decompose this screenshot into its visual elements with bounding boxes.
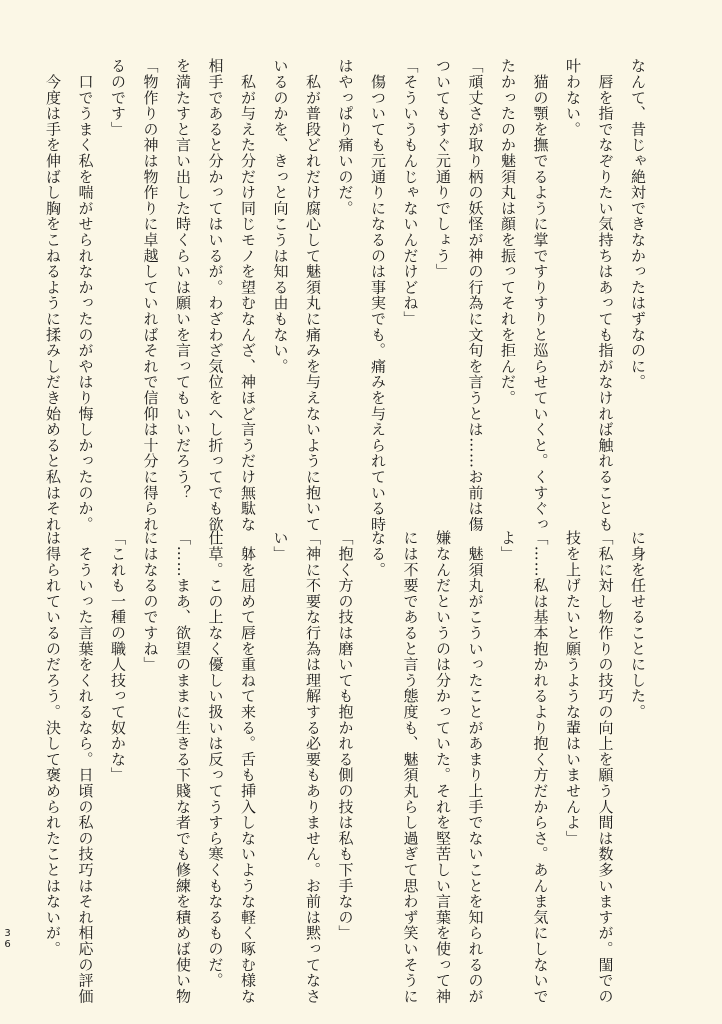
text-line: なる。	[369, 530, 387, 578]
text-line: 「……私は基本抱かれるより抱く方だからさ。あんま気にしないで	[531, 530, 550, 1004]
text-line: よ」	[499, 530, 517, 562]
text-line: 仕草。この上なく優しい扱いは反ってうすら寒くもなるものだ。	[206, 530, 225, 989]
text-line: を満たすと言い出した時くらいは願いを言ってもいいだろう？	[174, 58, 192, 501]
text-line: に身を任せることにした。	[629, 530, 647, 720]
text-line: るのです」	[109, 58, 127, 137]
text-line: なんて、昔じゃ絶対できなかったはずなのに。	[629, 58, 647, 390]
lower-text-block	[44, 530, 654, 1004]
text-line: たかったのか魅須丸は顔を振ってそれを拒んだ。	[499, 58, 517, 406]
upper-text-block	[44, 58, 654, 532]
text-line: 技を上げたいと願うような輩はいませんよ」	[564, 530, 582, 846]
text-line: 唇を指でなぞりたい気持ちはあっても指がなければ触れることも	[596, 58, 615, 532]
text-line: そういった言葉をくれるなら。日頃の私の技巧はそれ相応の評価	[76, 530, 95, 1004]
text-line: 「神に不要な行為は理解する必要もありません。お前は黙ってなさ	[304, 530, 322, 1004]
text-line: 口でうまく私を喘がせられなかったのがやはり悔しかったのか。	[76, 58, 95, 532]
text-line: 「これも一種の職人技って奴かな」	[109, 530, 127, 783]
text-line: 「そういうもんじゃないんだけどね」	[401, 58, 420, 327]
text-line: 私が与えた分だけ同じモノを望むなんざ、神ほど言うだけ無駄な	[239, 58, 257, 532]
text-line: 叶わない。	[564, 58, 582, 137]
text-line: 「物作りの神は物作りに卓越していればそれで信仰は十分に得られ	[141, 58, 160, 532]
text-line: 傷ついても元通りになるのは事実でも。痛みを与えられている時	[369, 58, 387, 532]
page-number: 36	[2, 928, 13, 950]
text-line: 猫の顎を撫でるように掌ですりすりと巡らせていくと。くすぐっ	[531, 58, 550, 532]
text-line: 相手であると分かってはいるが。わざわざ気位をへし折ってでも欲	[206, 58, 225, 532]
text-line: 今度は手を伸ばし胸をこねるように揉みしだき始めると私はそれ	[44, 58, 62, 532]
text-line: いるのかを、きっと向こうは知る由もない。	[271, 58, 290, 374]
text-line: 「抱く方の技は磨いても抱かれる側の技は私も下手なの」	[336, 530, 355, 941]
text-line: はやっぱり痛いのだ。	[336, 58, 355, 216]
text-line: 「頑丈さが取り柄の妖怪が神の行為に文句を言うとは……お前は傷	[466, 58, 485, 532]
text-line: 「私に対し物作りの技巧の向上を願う人間は数多いますが。閨での	[596, 530, 615, 1004]
text-line: は得られているのだろう。決して褒められたことはないが。	[44, 530, 62, 957]
text-line: にはなるのですね」	[141, 530, 160, 673]
text-line: い」	[271, 530, 290, 562]
text-line: には不要であると言う態度も、魅須丸らし過ぎて思わず笑いそうに	[401, 530, 420, 1004]
text-line: 「……まあ、欲望のままに生きる下賤な者でも修練を積めば使い物	[174, 530, 192, 1004]
text-line: 魅須丸がこういったことがあまり上手でないことを知られるのが	[466, 530, 485, 1004]
text-line: 嫌なんだというのは分かっていた。それを堅苦しい言葉を使って神	[434, 530, 452, 1004]
text-line: 躰を屈めて唇を重ねて来る。舌も挿入しないような軽く啄む様な	[239, 530, 257, 1004]
text-line: ついてもすぐ元通りでしょう」	[434, 58, 452, 280]
text-line: 私が普段どれだけ腐心して魅須丸に痛みを与えないように抱いて	[304, 58, 322, 532]
